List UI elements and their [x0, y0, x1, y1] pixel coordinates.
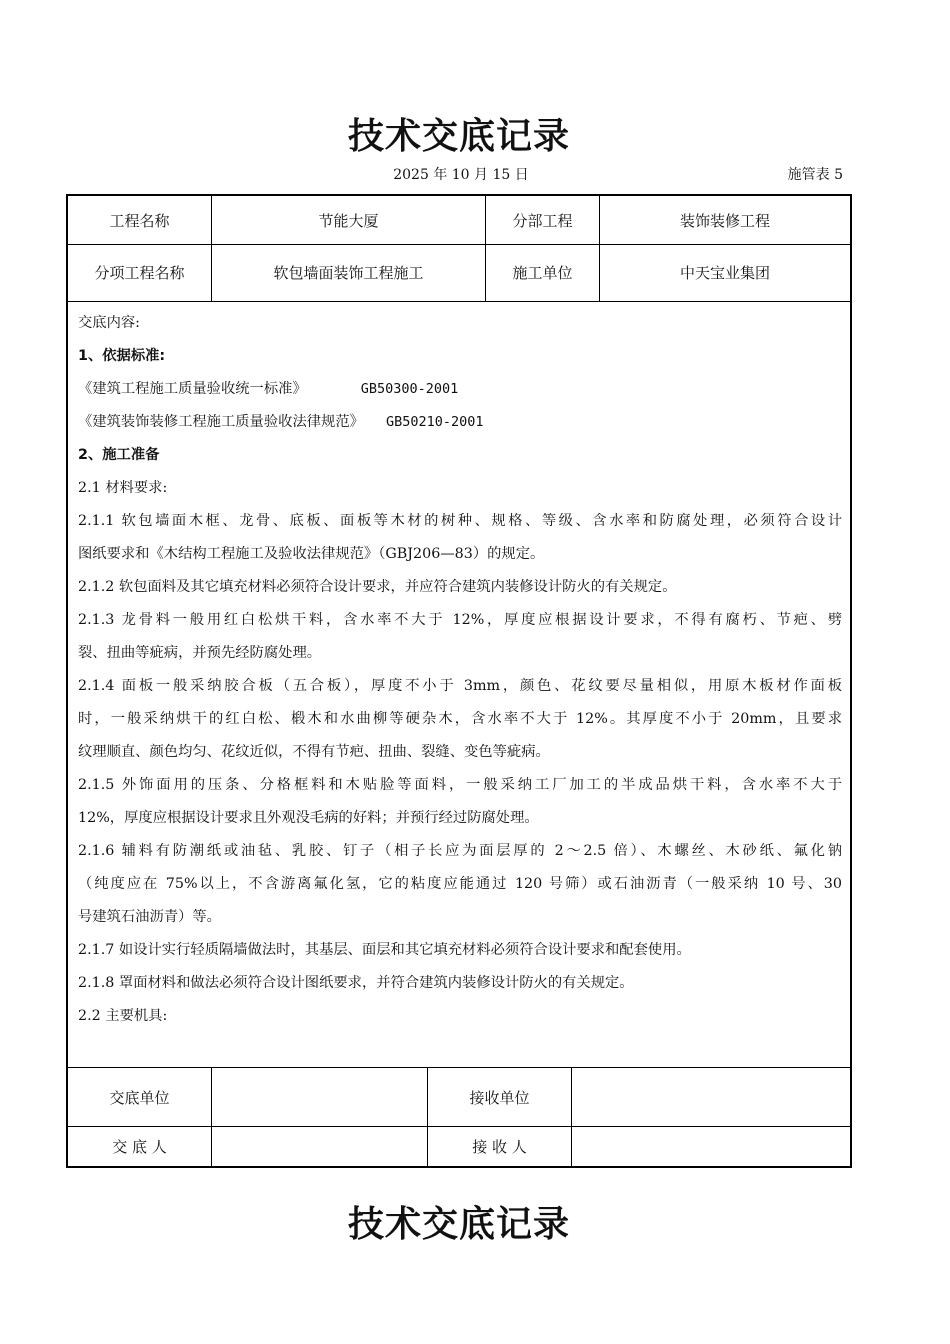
- standard-line-1: [78, 373, 842, 406]
- section-heading-preparation: 2、施工准备: [78, 447, 160, 463]
- record-table: [66, 194, 852, 1168]
- paragraph-2-1-6-line-1: 2.1.6 辅料有防潮纸或油毡、乳胶、钉子（相子长应为面层厚的 2～2.5 倍）、木螺丝、木砂纸、氟化钠: [78, 843, 842, 859]
- paragraph-2-1-3-line-2: 裂、扭曲等疵病，并预先经防腐处理。: [78, 645, 322, 661]
- header-row-1: [68, 196, 850, 245]
- from-person-value: [212, 1126, 428, 1166]
- to-person-value: [572, 1126, 850, 1166]
- disclosure-content: [68, 301, 850, 1067]
- from-person-label: 交 底 人: [68, 1126, 212, 1166]
- paragraph-2-1-6-line-2: （纯度应在 75%以上，不含游离氟化氢，它的粘度应能通过 120 号筛）或石油沥青（一般采纳 10 号、30: [78, 876, 842, 892]
- content-intro: 交底内容:: [78, 315, 141, 331]
- paragraph-2-1-2: 2.1.2 软包面料及其它填充材料必须符合设计要求，并应符合建筑内装修设计防火的有关规定。: [78, 579, 677, 595]
- from-unit-value: [212, 1068, 428, 1126]
- header-row-2: [68, 244, 850, 302]
- date-text: 2025 年 10 月 15 日: [393, 167, 529, 183]
- standard-line-2: [78, 406, 842, 439]
- subitem-label: 分项工程名称: [68, 244, 212, 301]
- paragraph-2-1-4-line-2: 时，一般采纳烘干的红白松、椴木和水曲柳等硬杂木，含水率不大于 12%。其厚度不小于 20mm，且要求: [78, 711, 842, 727]
- document-title-repeat: 技术交底记录: [347, 1204, 570, 1245]
- standard-2-code: GB50210-2001: [385, 414, 484, 430]
- document-title: 技术交底记录: [347, 116, 570, 157]
- paragraph-2-1-7: 2.1.7 如设计实行轻质隔墙做法时，其基层、面层和其它填充材料必须符合设计要求和配套使用。: [78, 942, 691, 958]
- standard-1-code: GB50300-2001: [360, 381, 459, 397]
- contractor-label: 施工单位: [486, 244, 600, 301]
- paragraph-2-1-5-line-1: 2.1.5 外饰面用的压条、分格框料和木贴脸等面料，一般采纳工厂加工的半成品烘干料，含水率不大于: [78, 777, 842, 793]
- paragraph-2-1-1-line-2: 图纸要求和《木结构工程施工及验收法律规范》（GBJ206—83）的规定。: [78, 546, 545, 562]
- paragraph-2-1-6-line-3: 号建筑石油沥青）等。: [78, 909, 221, 925]
- project-name-value: 节能大厦: [212, 196, 486, 244]
- standard-1-name: 《建筑工程施工质量验收统一标准》: [78, 381, 307, 397]
- paragraph-2-1-5-line-2: 12%，厚度应根据设计要求且外观没毛病的好料；并预行经过防腐处理。: [78, 810, 539, 826]
- subsection-materials: 2.1 材料要求:: [78, 480, 168, 496]
- paragraph-2-1-3-line-1: 2.1.3 龙骨料一般用红白松烘干料，含水率不大于 12%，厚度应根据设计要求，不得有腐朽、节疤、劈: [78, 612, 842, 628]
- to-person-label: 接 收 人: [428, 1126, 572, 1166]
- paragraph-2-1-8: 2.1.8 罩面材料和做法必须符合设计图纸要求，并符合建筑内装修设计防火的有关规定。: [78, 975, 634, 991]
- section-heading-standards: 1、依据标准:: [78, 348, 166, 364]
- subitem-value: 软包墙面装饰工程施工: [212, 244, 486, 301]
- standard-2-name: 《建筑装饰装修工程施工质量验收法律规范》: [78, 414, 364, 430]
- subsection-equipment: 2.2 主要机具:: [78, 1008, 168, 1024]
- form-number: 施管表 5: [787, 167, 843, 183]
- footer-row-2: [68, 1126, 850, 1166]
- contractor-value: 中天宝业集团: [679, 264, 770, 282]
- to-unit-value: [572, 1068, 850, 1126]
- paragraph-2-1-4-line-3: 纹理顺直、颜色均匀、花纹近似，不得有节疤、扭曲、裂缝、变色等疵病。: [78, 744, 550, 760]
- project-name-label: 工程名称: [68, 196, 212, 244]
- paragraph-2-1-4-line-1: 2.1.4 面板一般采纳胶合板（五合板），厚度不小于 3mm，颜色、花纹要尽量相似，用原木板材作面板: [78, 678, 842, 694]
- division-label: 分部工程: [486, 196, 600, 244]
- from-unit-label: 交底单位: [68, 1068, 212, 1126]
- division-value: 装饰装修工程: [679, 211, 770, 230]
- footer-row-1: [68, 1067, 850, 1127]
- paragraph-2-1-1-line-1: 2.1.1 软包墙面木框、龙骨、底板、面板等木材的树种、规格、等级、含水率和防腐处理，必须符合设计: [78, 513, 842, 529]
- to-unit-label: 接收单位: [428, 1068, 572, 1126]
